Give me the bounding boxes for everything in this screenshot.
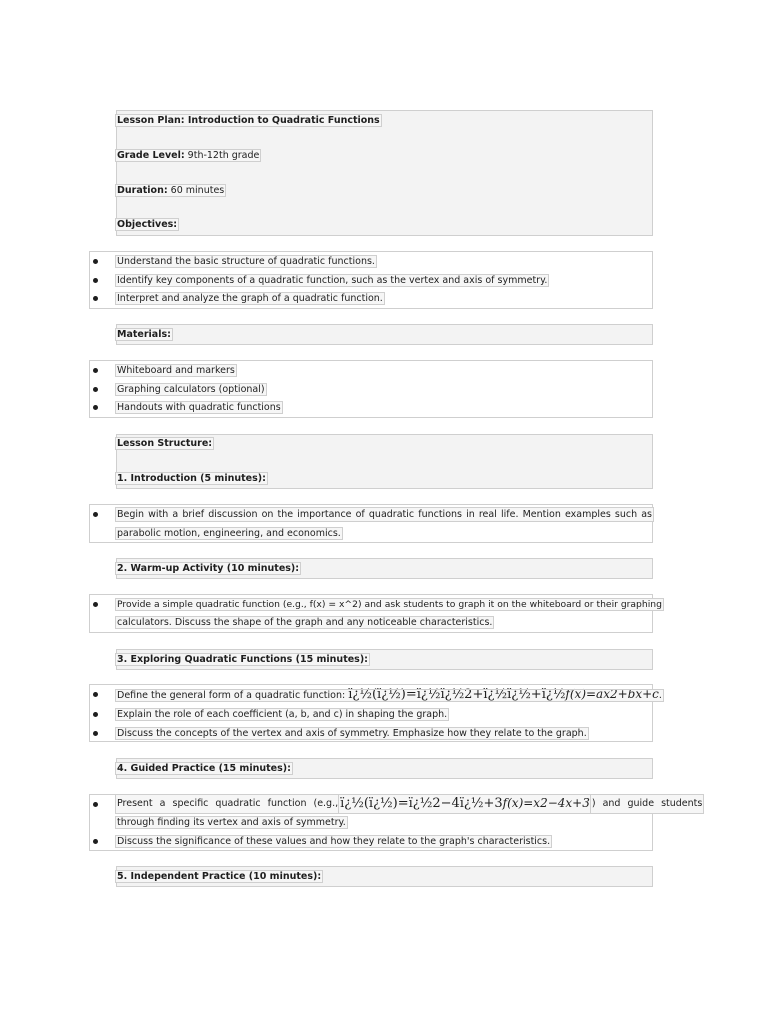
duration-value: 60 minutes — [170, 185, 225, 196]
list-item: Handouts with quadratic functions — [117, 402, 281, 413]
list-item: Identify key components of a quadratic function, such as the vertex and axis of symmetry. — [117, 275, 548, 286]
duration-label: Duration: — [117, 185, 168, 196]
list-item: Whiteboard and markers — [117, 365, 235, 376]
duration — [116, 184, 225, 197]
list-item-continuation: through finding its vertex and axis of symmetry. — [117, 817, 346, 828]
lesson-title: Lesson Plan: Introduction to Quadratic Functions — [117, 115, 380, 126]
equation: f(x)=x2−4x+3 — [502, 796, 590, 810]
independent-heading: 5. Independent Practice (10 minutes): — [117, 871, 322, 882]
warmup-heading: 2. Warm-up Activity (10 minutes): — [117, 563, 300, 574]
list-item: Begin with a brief discussion on the importance of quadratic functions in real life. Mention examples such as — [117, 509, 652, 520]
grade-value: 9th-12th grade — [187, 150, 260, 161]
equation: f(x)=ax2+bx+c — [565, 687, 659, 701]
bullet-icon — [93, 296, 98, 301]
list-item: Explain the role of each coefficient (a, b, and c) in shaping the graph. — [117, 709, 448, 720]
bullet-icon — [93, 839, 98, 844]
bullet-icon — [93, 259, 98, 264]
bullet-icon — [93, 731, 98, 736]
list-item: Define the general form of a quadratic function: ï¿½(ï¿½)=ï¿½ï¿½2+ï¿½ï¿½+ï¿½f(x)=ax2+bx+c. — [117, 687, 662, 702]
bullet-icon — [93, 512, 98, 517]
list-item: Provide a simple quadratic function (e.g., f(x) = x^2) and ask students to graph it on the whiteboard or their graphing — [117, 599, 662, 610]
materials-heading-block — [116, 324, 653, 345]
list-item: Discuss the significance of these values and how they relate to the graph's characteristics. — [117, 836, 551, 847]
list-item: Present a specific quadratic function (e.g., ï¿½(ï¿½)=ï¿½2−4ï¿½+3f(x)=x2−4x+3 ) and guide students — [117, 796, 703, 811]
guided-heading: 4. Guided Practice (15 minutes): — [117, 763, 291, 774]
list-item: Interpret and analyze the graph of a quadratic function. — [117, 293, 383, 304]
grade-level — [116, 149, 260, 162]
bullet-icon — [93, 278, 98, 283]
exploring-heading: 3. Exploring Quadratic Functions (15 minutes): — [117, 654, 368, 665]
bullet-icon — [93, 387, 98, 392]
materials-heading: Materials: — [117, 329, 171, 340]
list-item: Discuss the concepts of the vertex and axis of symmetry. Emphasize how they relate to the graph. — [117, 728, 587, 739]
bullet-icon — [93, 368, 98, 373]
list-item: Graphing calculators (optional) — [117, 384, 265, 395]
list-item-continuation: calculators. Discuss the shape of the graph and any noticeable characteristics. — [117, 617, 493, 628]
list-item: Understand the basic structure of quadratic functions. — [117, 256, 375, 267]
garbled-equation: ï¿½(ï¿½)=ï¿½ï¿½2+ï¿½ï¿½+ï¿½ — [348, 687, 566, 702]
bullet-icon — [93, 712, 98, 717]
bullet-icon — [93, 692, 98, 697]
list-item-continuation: parabolic motion, engineering, and economics. — [117, 528, 341, 539]
structure-heading: Lesson Structure: — [117, 438, 213, 449]
bullet-icon — [93, 405, 98, 410]
bullet-icon — [93, 602, 98, 607]
garbled-equation: ï¿½(ï¿½)=ï¿½2−4ï¿½+3 — [340, 796, 503, 811]
grade-label: Grade Level: — [117, 150, 185, 161]
bullet-icon — [93, 802, 98, 807]
objectives-heading: Objectives: — [117, 219, 178, 230]
header-block — [116, 110, 653, 236]
intro-heading: 1. Introduction (5 minutes): — [117, 473, 266, 484]
